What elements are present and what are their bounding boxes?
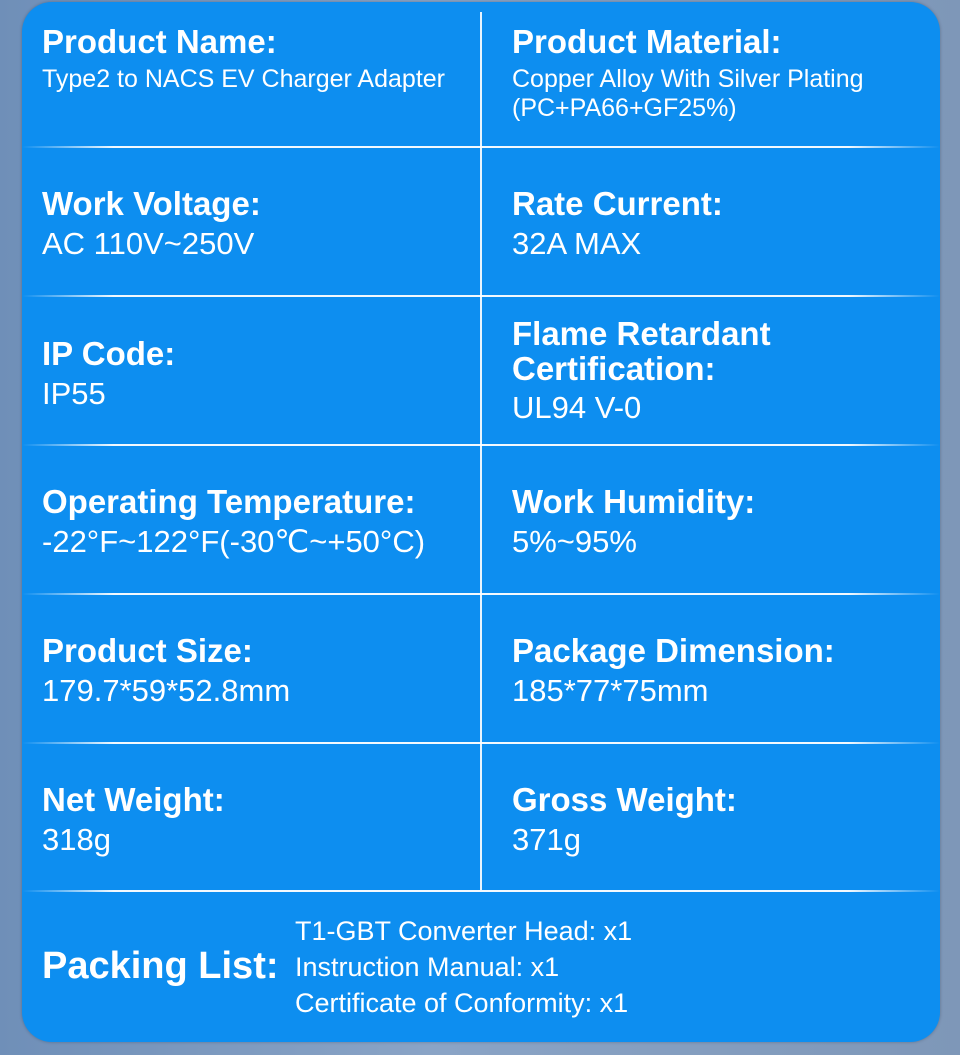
spec-label: Work Voltage: [42, 185, 261, 222]
spec-rate-current [512, 186, 922, 296]
spec-value: AC 110V~250V [42, 226, 255, 261]
spec-value: 179.7*59*52.8mm [42, 673, 291, 708]
column-divider [480, 12, 482, 890]
spec-net-weight [42, 782, 487, 892]
spec-value: 318g [42, 822, 111, 857]
spec-label: Package Dimension: [512, 632, 835, 669]
spec-card [22, 2, 940, 1042]
spec-product-size [42, 633, 487, 743]
spec-value: IP55 [42, 376, 106, 411]
spec-value: Type2 to NACS EV Charger Adapter [42, 65, 445, 93]
spec-value: Copper Alloy With Silver Plating (PC+PA66+GF25%) [512, 65, 864, 122]
spec-value: -22°F~122°F(-30℃~+50°C) [42, 524, 426, 559]
spec-package-dimension [512, 633, 922, 743]
spec-label: IP Code: [42, 335, 176, 372]
spec-value: 32A MAX [512, 226, 642, 261]
packing-item: T1-GBT Converter Head: x1 [295, 916, 633, 946]
packing-list-title: Packing List: [42, 945, 279, 987]
packing-item: Instruction Manual: x1 [295, 952, 560, 982]
spec-operating-temperature [42, 484, 487, 594]
spec-label: Flame Retardant Certification: [512, 315, 771, 387]
spec-work-humidity [512, 484, 922, 594]
spec-value: UL94 V-0 [512, 390, 642, 425]
spec-label: Rate Current: [512, 185, 723, 222]
spec-label: Operating Temperature: [42, 483, 416, 520]
spec-value: 371g [512, 822, 581, 857]
spec-label: Product Material: [512, 23, 782, 60]
spec-work-voltage [42, 186, 487, 296]
spec-label: Product Size: [42, 632, 253, 669]
spec-ip-code [42, 316, 487, 446]
packing-items [295, 913, 632, 1021]
spec-label: Work Humidity: [512, 483, 756, 520]
packing-item: Certificate of Conformity: x1 [295, 988, 629, 1018]
spec-gross-weight [512, 782, 922, 892]
spec-label: Gross Weight: [512, 781, 737, 818]
spec-flame-retardant [512, 316, 922, 446]
spec-value: 5%~95% [512, 524, 637, 559]
spec-value: 185*77*75mm [512, 673, 709, 708]
row-divider [22, 890, 940, 892]
spec-label: Product Name: [42, 23, 277, 60]
spec-product-name [42, 24, 487, 148]
spec-product-material [512, 24, 922, 148]
packing-list [22, 907, 940, 1032]
spec-label: Net Weight: [42, 781, 225, 818]
